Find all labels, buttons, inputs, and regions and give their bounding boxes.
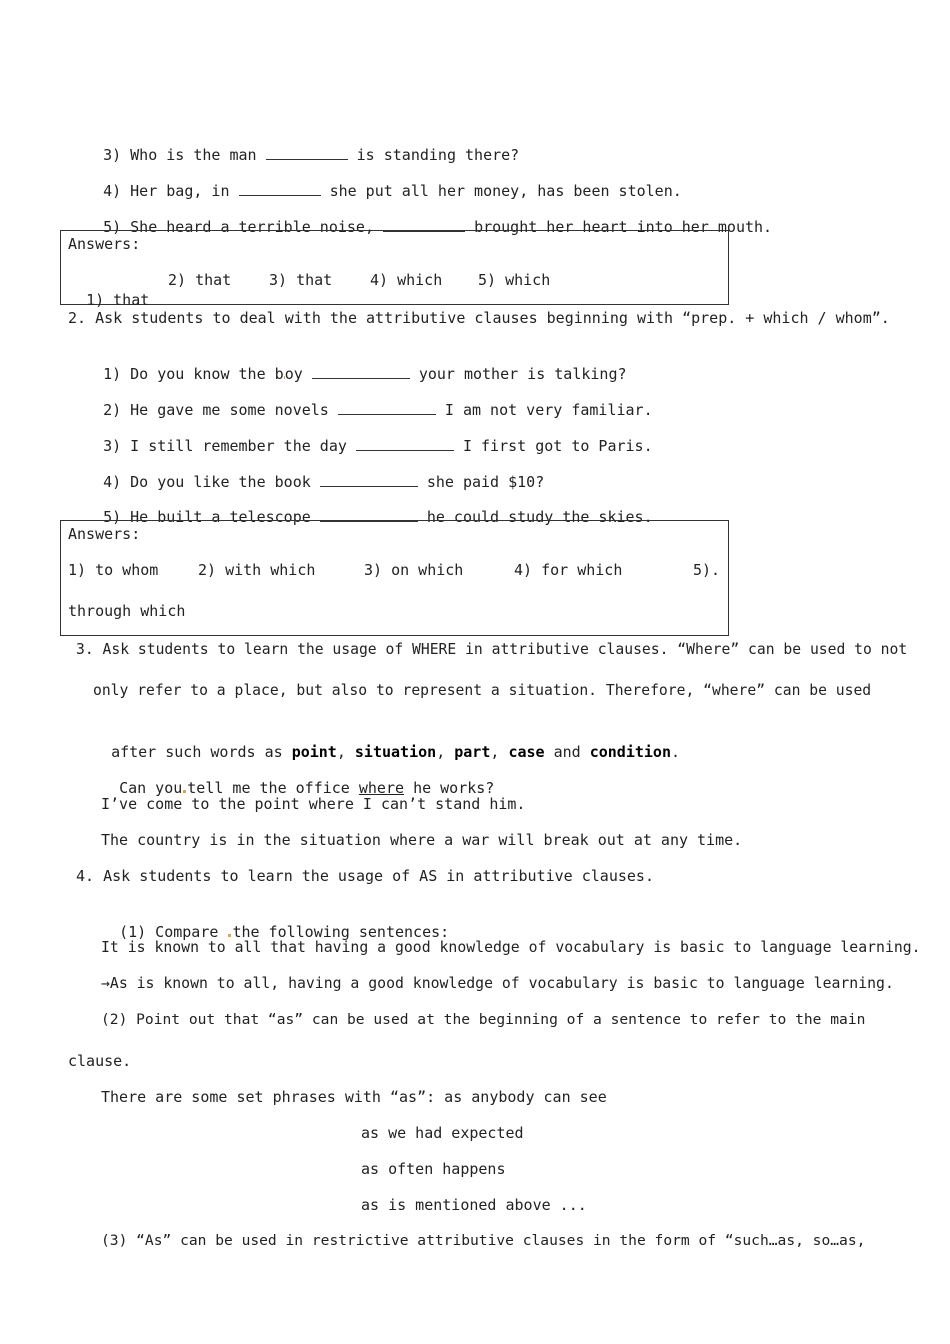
- question-text: oy: [284, 365, 303, 383]
- answers-box-1: [60, 230, 729, 305]
- question-text: she paid $10?: [426, 473, 545, 491]
- example-sentence: The country is in the situation where a war will break out at any time.: [101, 831, 743, 849]
- paragraph-text: and: [553, 743, 581, 761]
- paragraph-line: clause.: [68, 1052, 132, 1070]
- paragraph-text: after such words as: [111, 743, 283, 761]
- keyword: situation: [354, 743, 437, 761]
- answer-item: 1) to whom: [68, 561, 159, 579]
- section-heading-4: 4. Ask students to learn the usage of AS in attributive clauses.: [76, 867, 654, 885]
- answer-blank[interactable]: [320, 472, 418, 487]
- question-4: [85, 452, 544, 492]
- answers-label: Answers:: [68, 235, 141, 253]
- keyword: part: [454, 743, 491, 761]
- question-number: 1): [103, 365, 122, 383]
- answer-item: 3) that: [269, 271, 333, 289]
- answer-item: 1) that: [86, 291, 150, 309]
- sub-point-3: (3) “As” can be used in restrictive attributive clauses in the form of “such…as, so…as,: [101, 1232, 866, 1249]
- sub-point-2: (2) Point out that “as” can be used at the beginning of a sentence to refer to the main: [101, 1011, 866, 1028]
- question-2: [85, 380, 653, 420]
- sub-point-1: [101, 902, 449, 942]
- answer-item: through which: [68, 602, 186, 620]
- question-text: he could study the skies.: [426, 508, 653, 526]
- answer-item: 2) that: [168, 271, 232, 289]
- question-text: He gave me some novels: [130, 401, 329, 419]
- set-phrase: as is mentioned above ...: [361, 1196, 587, 1214]
- keyword: condition: [589, 743, 671, 761]
- answer-item: 5).: [693, 561, 721, 579]
- example-sentence: It is known to all that having a good knowledge of vocabulary is basic to language learning.: [101, 939, 921, 956]
- section-heading-3: 3. Ask students to learn the usage of WHERE in attributive clauses. “Where” can be used to not: [76, 641, 908, 658]
- example-sentence: [101, 758, 494, 798]
- question-text: Who is the man: [130, 146, 257, 164]
- question-text: Her bag, in: [130, 182, 230, 200]
- question-text: I am not very familiar.: [444, 401, 653, 419]
- question-text: your mother is talking?: [418, 365, 627, 383]
- question-text: Do you know the b: [130, 365, 284, 383]
- answer-blank[interactable]: [338, 400, 436, 415]
- question-number: 5): [103, 218, 122, 236]
- section-heading-2: 2. Ask students to deal with the attributive clauses beginning with “prep. + which / whom”.: [68, 309, 890, 327]
- answer-item: 2) with which: [198, 561, 316, 579]
- question-text: brought her heart into her mouth.: [474, 218, 773, 236]
- question-text: Do you like the book: [130, 473, 311, 491]
- question-number: 3): [103, 146, 122, 164]
- question-4: [85, 161, 682, 201]
- underlined-word: where: [358, 779, 405, 797]
- answer-item: 4) which: [370, 271, 443, 289]
- question-number: 3): [103, 437, 122, 455]
- example-text: tell me the office: [187, 779, 350, 797]
- question-number: 4): [103, 473, 122, 491]
- answer-item: 3) on which: [364, 561, 464, 579]
- question-number: 5): [103, 508, 122, 526]
- answers-row: [68, 270, 149, 310]
- paragraph-line: only refer to a place, but also to represent a situation. Therefore, “where” can be used: [93, 682, 872, 699]
- answer-item: 4) for which: [514, 561, 623, 579]
- keyword: point: [291, 743, 337, 761]
- example-text: he works?: [413, 779, 495, 797]
- question-text: He built a telescope: [130, 508, 311, 526]
- answer-blank[interactable]: [312, 364, 410, 379]
- set-phrase: as often happens: [361, 1160, 506, 1178]
- answer-blank[interactable]: [356, 436, 454, 451]
- question-number: 2): [103, 401, 122, 419]
- question-text: I first got to Paris.: [462, 437, 653, 455]
- example-sentence: I’ve come to the point where I can’t stand him.: [101, 795, 526, 813]
- sub-point-text: (1) Compare: [119, 923, 219, 941]
- mark-dot: [183, 790, 186, 793]
- set-phrase: as we had expected: [361, 1124, 524, 1142]
- question-3: [85, 125, 519, 165]
- sub-point-text: the following sentences:: [232, 923, 450, 941]
- example-text: Can you: [119, 779, 183, 797]
- paragraph-line: after such words as point, situation, part, case and condition.: [111, 743, 681, 761]
- set-phrases-intro: There are some set phrases with “as”: as anybody can see: [101, 1088, 607, 1106]
- paragraph-text: .: [671, 743, 681, 761]
- question-text: is standing there?: [356, 146, 520, 164]
- answers-label: Answers:: [68, 525, 141, 543]
- question-text: she put all her money, has been stolen.: [329, 182, 682, 200]
- mark-dot: [228, 934, 231, 937]
- question-text: She heard a terrible noise,: [130, 218, 374, 236]
- question-text: I still remember the day: [130, 437, 347, 455]
- example-sentence: →As is known to all, having a good knowledge of vocabulary is basic to language learning.: [101, 975, 894, 992]
- question-1: [85, 344, 627, 384]
- answer-item: 5) which: [478, 271, 551, 289]
- keyword: case: [508, 743, 545, 761]
- answer-blank[interactable]: [239, 181, 321, 196]
- question-number: 4): [103, 182, 122, 200]
- answer-blank[interactable]: [266, 145, 348, 160]
- question-3: [85, 416, 653, 456]
